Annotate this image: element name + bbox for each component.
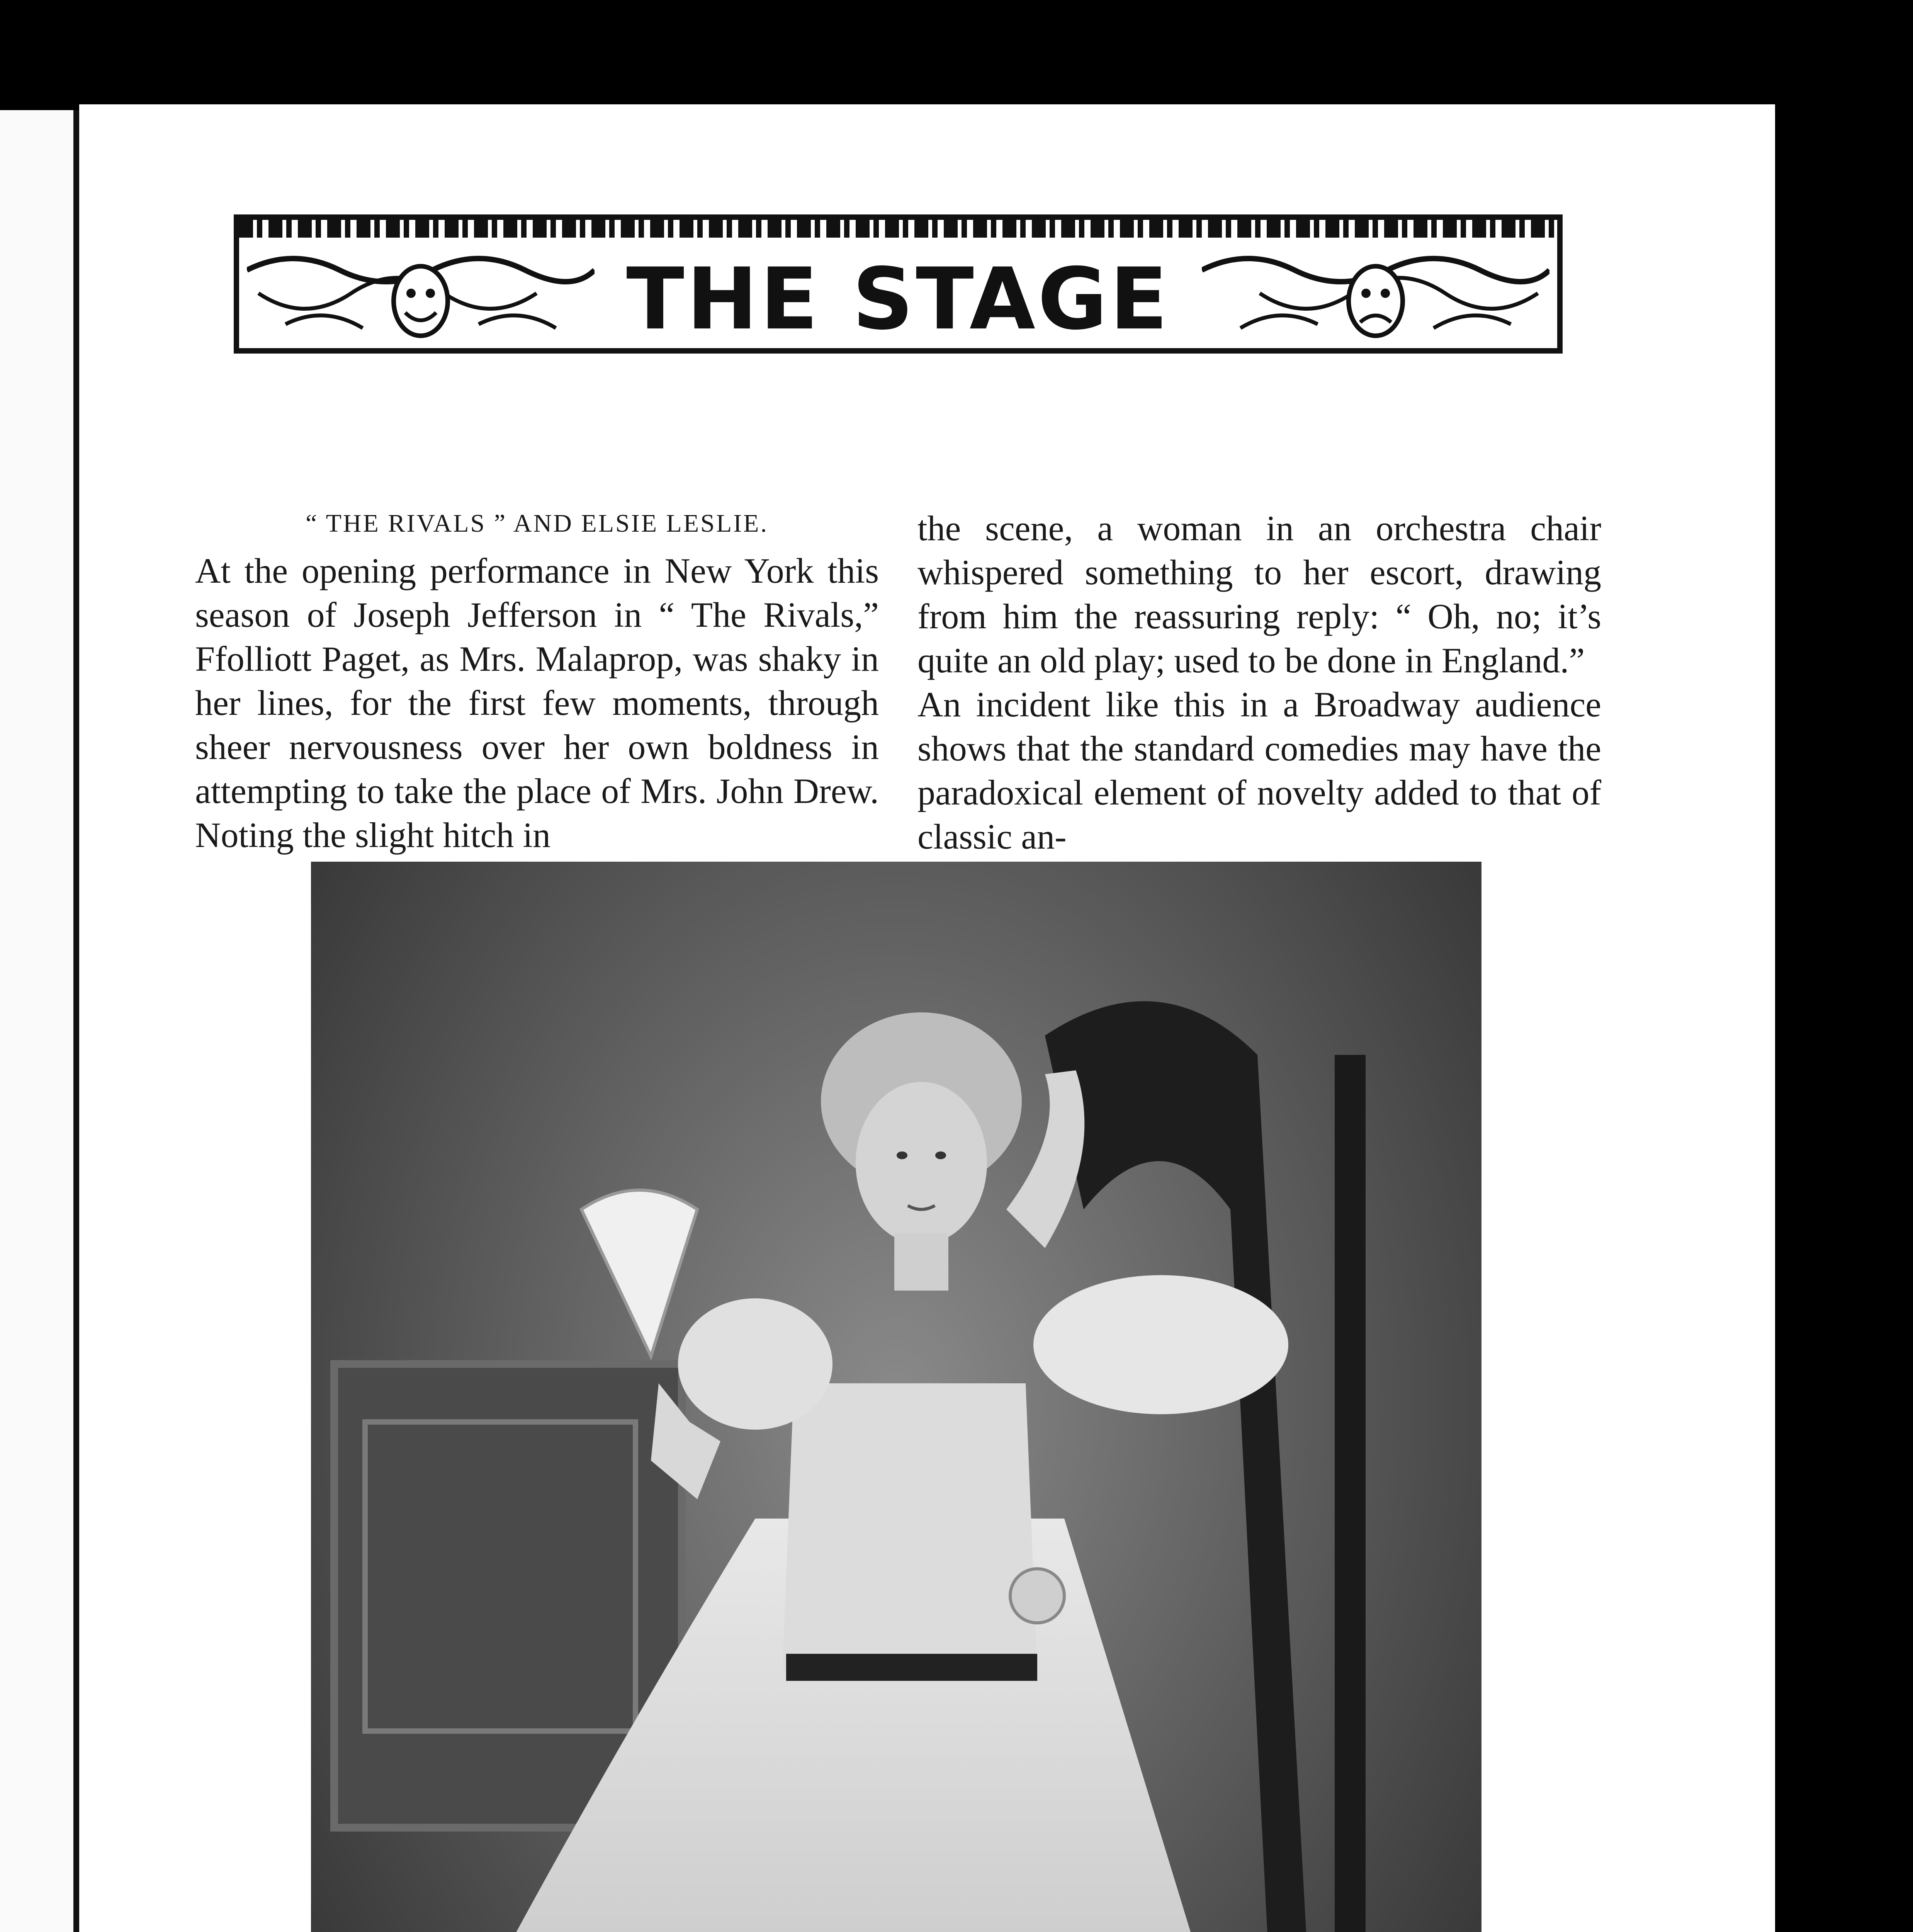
article-column-left xyxy=(195,506,879,857)
comedy-mask-ornament-icon xyxy=(247,247,595,347)
article-paragraph-continued: the scene, a woman in an orchestra chair whispered something to her escort, drawing from him the reassuring reply: “ Oh, no; it’s quite an old play; used to be done in England.” xyxy=(917,509,1601,680)
article-paragraph: At the opening performance in New York this season of Joseph Jefferson in “ The Rivals,” Ffolliott Paget, as Mrs. Malaprop, was shaky in her lines, for the first few moments, through sheer nervousness over her own boldness in attempting to take the place of Mrs. John Drew. Noting the slight hitch in xyxy=(195,551,879,855)
header-banner xyxy=(234,214,1563,354)
photo-figure-illustration xyxy=(311,862,1481,1932)
tragedy-mask-ornament-icon xyxy=(1202,247,1549,347)
portrait-photograph xyxy=(311,862,1481,1932)
article-heading: “ THE RIVALS ” AND ELSIE LESLIE. xyxy=(306,509,768,537)
article-column-right xyxy=(917,506,1601,859)
article-paragraph: An incident like this in a Broadway audience shows that the standard comedies may have the paradoxical element of novelty added to that of classic an- xyxy=(917,685,1601,856)
banner-title: THE STAGE xyxy=(626,250,1170,349)
banner-ornamental-border xyxy=(239,220,1557,238)
previous-page-edge xyxy=(0,110,79,1932)
